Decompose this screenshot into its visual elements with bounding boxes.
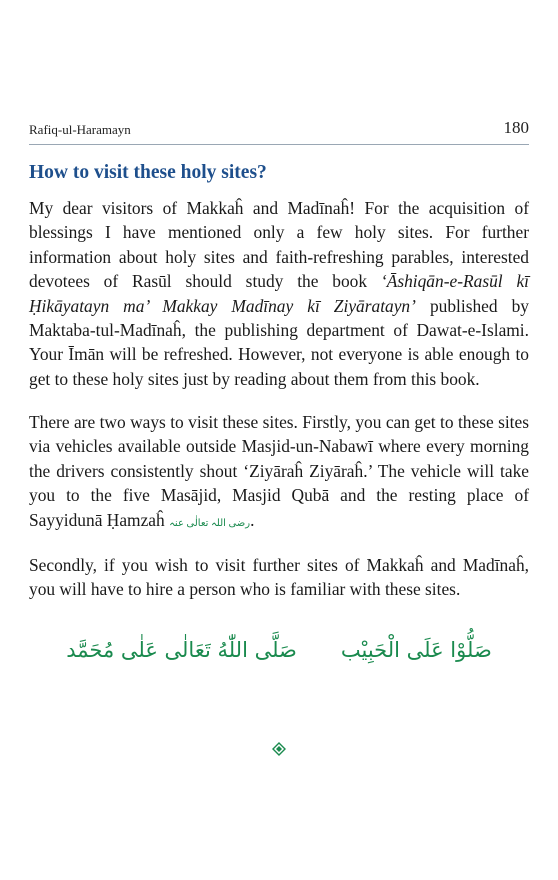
paragraph-two-ways (29, 410, 529, 536)
salawat-line (0, 638, 558, 662)
salawat-right: صَلُّوْا عَلَی الْحَبِیْب (340, 638, 492, 662)
paragraph-intro (29, 196, 529, 391)
running-title: Rafiq-ul-Haramayn (29, 122, 131, 137)
paragraph-two-ways-end: . (250, 509, 255, 530)
honorific-arabic: رضی اللہ تعالٰی عنہ (169, 517, 251, 529)
page-number: 180 (503, 118, 529, 137)
book-title: ‘Āshiqān-e-Rasūl kī Ḥikāyatayn ma’ Makkay Madīnay kī Ziyāratayn’ (29, 271, 530, 316)
paragraph-two-ways-text: There are two ways to visit these sites. Firstly, you can get to these sites via vehicles available outside Masjid-un-Nabawī where every morning the drivers consistently shout ‘Ziyāraĥ Ziyāraĥ.’ The vehicle will take you to the five Masājid, Masjid Qubā and the resting place of Sayyidunā Ḥamzaĥ (29, 412, 529, 530)
paragraph-intro-text-b: published by Maktaba-tul-Madīnaĥ, the publishing department of Dawat-e-Islami. Your Īmān will be refreshed. However, not everyone is able enough to get to these holy sites just by reading about them from this book. (29, 295, 530, 389)
diamond-ornament-icon (272, 742, 286, 756)
page-header (29, 118, 529, 145)
paragraph-intro-text-a: My dear visitors of Makkaĥ and Madīnaĥ! For the acquisition of blessings I have mentioned only a few holy sites. For further information about holy sites and faith-refreshing parables, interested devotees of Rasūl should study the book (29, 198, 529, 292)
salawat-left: صَلَّی اللّٰهُ تَعَالٰی عَلٰی مُحَمَّد (66, 638, 297, 662)
section-heading: How to visit these holy sites? (29, 162, 267, 183)
paragraph-secondly: Secondly, if you wish to visit further sites of Makkaĥ and Madīnaĥ, you will have to hire a person who is familiar with these sites. (29, 555, 529, 600)
